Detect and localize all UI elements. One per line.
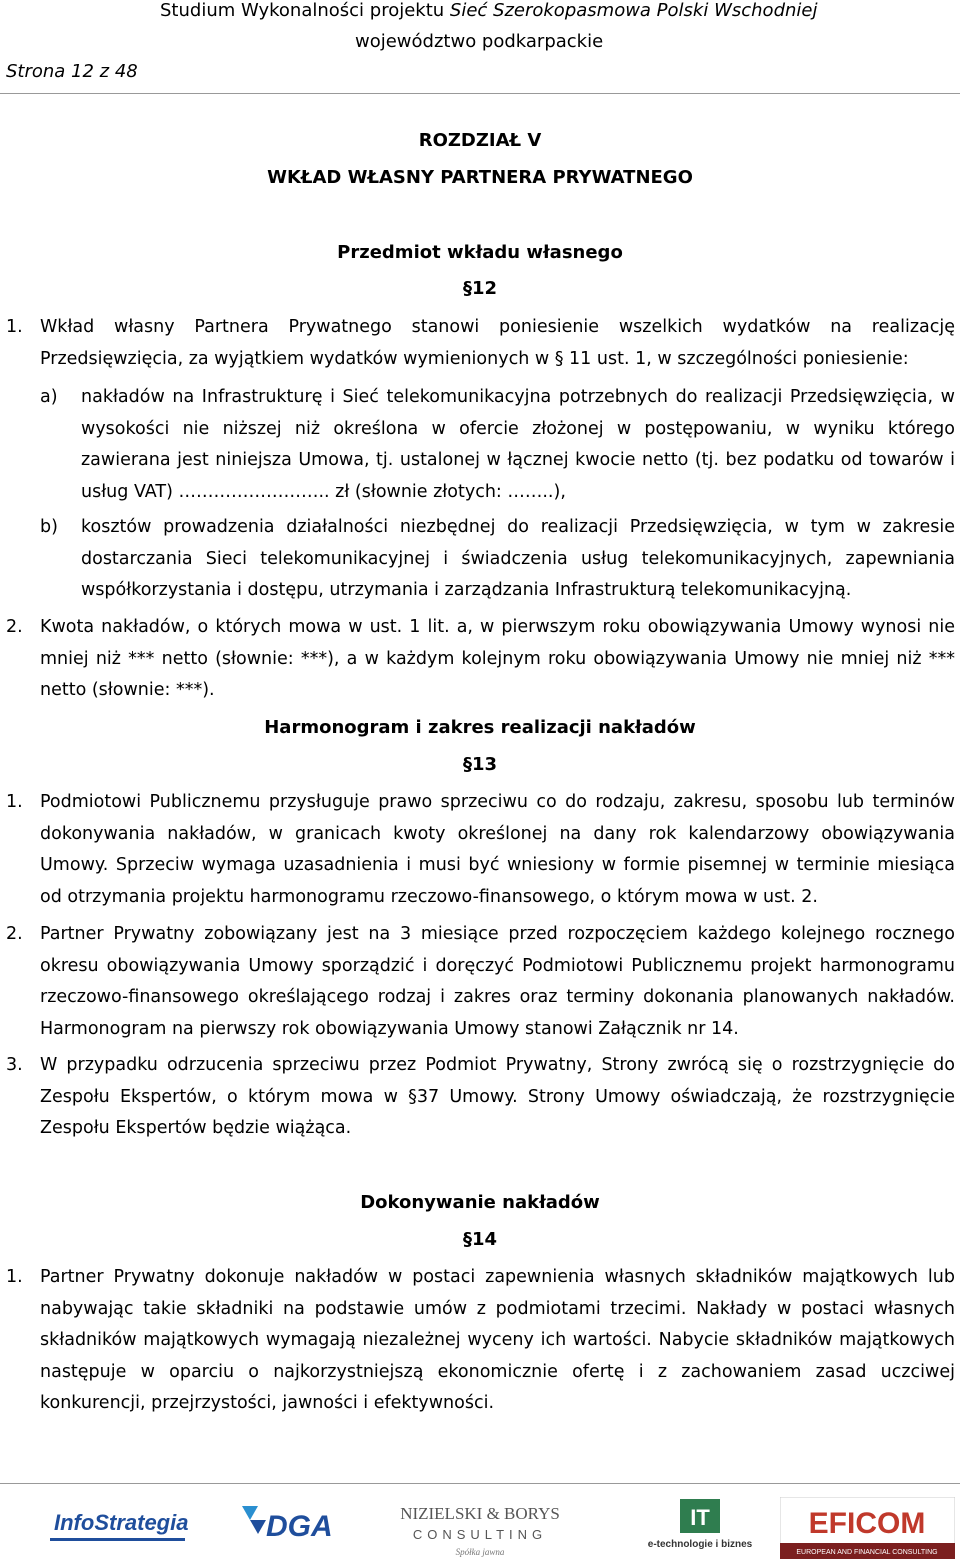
- dga-logo-text: DGA: [266, 1510, 333, 1543]
- it-logo: [640, 1497, 760, 1552]
- nizielski-logo-consulting: CONSULTING: [412, 1527, 548, 1542]
- dga-logo-graphic: [240, 1500, 350, 1550]
- item-number: 2.: [6, 924, 23, 944]
- it-logo-subtitle: e-technologie i biznes: [647, 1539, 753, 1550]
- item-text: Partner Prywatny zobowiązany jest na 3 miesiące przed rozpoczęciem każdego kolejnego rocznego okresu obowiązywania Umowy sporządzić i doręczyć Podmiotowi Publicznemu projekt harmonogramu rzeczowo-finansowego określającego rodzaj i zakres oraz terminy dokonania planowanych nakładów. Harmonogram na pierwszy rok obowiązywania Umowy stanowi Załącznik nr 14.: [40, 924, 955, 1039]
- header-region: województwo podkarpackie: [355, 31, 604, 52]
- header-project-prefix: Studium Wykonalności projektu: [160, 0, 450, 21]
- item-number: 1.: [6, 792, 23, 812]
- section-heading: Harmonogram i zakres realizacji nakładów: [264, 717, 696, 738]
- infostrategia-logo-text: InfoStrategia: [54, 1510, 189, 1535]
- it-logo-graphic: [640, 1497, 760, 1552]
- item-number: 1.: [6, 317, 23, 337]
- eficom-logo: [780, 1497, 955, 1559]
- header-divider: [0, 93, 960, 94]
- nizielski-logo-name: NIZIELSKI & BORYS: [400, 1504, 560, 1523]
- item-text: Kwota nakładów, o których mowa w ust. 1 lit. a, w pierwszym roku obowiązywania Umowy wynosi nie mniej niż *** netto (słownie: ***), a w każdym kolejnym roku obowiązywania Umowy nie mniej niż *** netto (słownie: ***).: [40, 617, 955, 700]
- eficom-logo-subtitle: EUROPEAN AND FINANCIAL CONSULTING: [796, 1549, 938, 1556]
- item-text: Podmiotowi Publicznemu przysługuje prawo sprzeciwu co do rodzaju, zakresu, sposobu lub terminów dokonywania nakładów, w granicach kwoty określonej na dany rok kalendarzowy obowiązywania Umowy. Sprzeciw wymaga uzasadnienia i musi być wniesiony w formie pisemnej w terminie miesiąca od otrzymania projektu harmonogramu rzeczowo-finansowego, o którym mowa w ust. 2.: [40, 792, 955, 907]
- header-project-title: [160, 0, 817, 21]
- item-number: 1.: [6, 1267, 23, 1287]
- section-number: §13: [462, 754, 498, 775]
- item-text: Partner Prywatny dokonuje nakładów w postaci zapewnienia własnych składników majątkowych lub nabywając takie składniki na podstawie umów z podmiotami trzecimi. Nakłady w postaci własnych składników majątkowych wymagają niezależnej wyceny ich wartości. Nabycie składników majątkowych następuje w oparciu o najkorzystniejszą ekonomicznie ofertę i z zachowaniem zasad uczciwej konkurencji, przejrzystości, jawności i efektywności.: [40, 1267, 955, 1413]
- chapter-title: ROZDZIAŁ V: [418, 130, 542, 151]
- nizielski-borys-logo: [385, 1497, 575, 1559]
- section-number: §14: [462, 1229, 498, 1250]
- chapter-subtitle: WKŁAD WŁASNY PARTNERA PRYWATNEGO: [267, 167, 693, 188]
- item-text: Wkład własny Partnera Prywatnego stanowi poniesienie wszelkich wydatków na realizację Przedsięwzięcia, za wyjątkiem wydatków wymienionych w § 11 ust. 1, w szczególności poniesienie:: [40, 317, 955, 369]
- section-heading: Dokonywanie nakładów: [360, 1192, 600, 1213]
- section-number: §12: [462, 278, 498, 299]
- subitem-label: a): [40, 387, 58, 407]
- infostrategia-logo-graphic: [50, 1500, 190, 1550]
- subitem-label: b): [40, 517, 58, 537]
- it-logo-text: IT: [690, 1505, 710, 1530]
- subitem-text: kosztów prowadzenia działalności niezbędnej do realizacji Przedsięwzięcia, w tym w zakresie dostarczania Sieci telekomunikacyjnej i świadczenia usług telekomunikacyjnych, zapewniania współkorzystania i dostępu, utrzymania i zarządzania Infrastrukturą telekomunikacyjną.: [81, 517, 955, 600]
- subitem-text: nakładów na Infrastrukturę i Sieć telekomunikacyjna potrzebnych do realizacji Przedsięwzięcia, w wysokości nie niższej niż określona w ofercie złożonej w postępowaniu, w wyniku którego zawierana jest niniejsza Umowa, tj. ustalonej w łącznej kwocie netto (tj. bez podatku od towarów i usług VAT) …………………….. zł (słownie złotych: ……..),: [81, 387, 955, 502]
- eficom-logo-graphic: [780, 1497, 955, 1559]
- dga-logo: [240, 1500, 350, 1550]
- nizielski-logo-subtitle: Spółka jawna: [455, 1547, 505, 1557]
- item-number: 3.: [6, 1055, 23, 1075]
- item-number: 2.: [6, 617, 23, 637]
- eficom-logo-text: EFICOM: [808, 1507, 926, 1540]
- footer-divider: [0, 1483, 960, 1484]
- item-text: W przypadku odrzucenia sprzeciwu przez Podmiot Prywatny, Strony zwrócą się o rozstrzygnięcie do Zespołu Ekspertów, o którym mowa w §37 Umowy. Strony Umowy oświadczają, że rozstrzygnięcie Zespołu Ekspertów będzie wiążąca.: [40, 1055, 955, 1138]
- section-heading: Przedmiot wkładu własnego: [337, 242, 623, 263]
- nizielski-borys-logo-graphic: [385, 1497, 575, 1559]
- infostrategia-logo: [50, 1500, 190, 1550]
- header-project-name: Sieć Szerokopasmowa Polski Wschodniej: [449, 0, 818, 21]
- page-number: Strona 12 z 48: [6, 61, 138, 82]
